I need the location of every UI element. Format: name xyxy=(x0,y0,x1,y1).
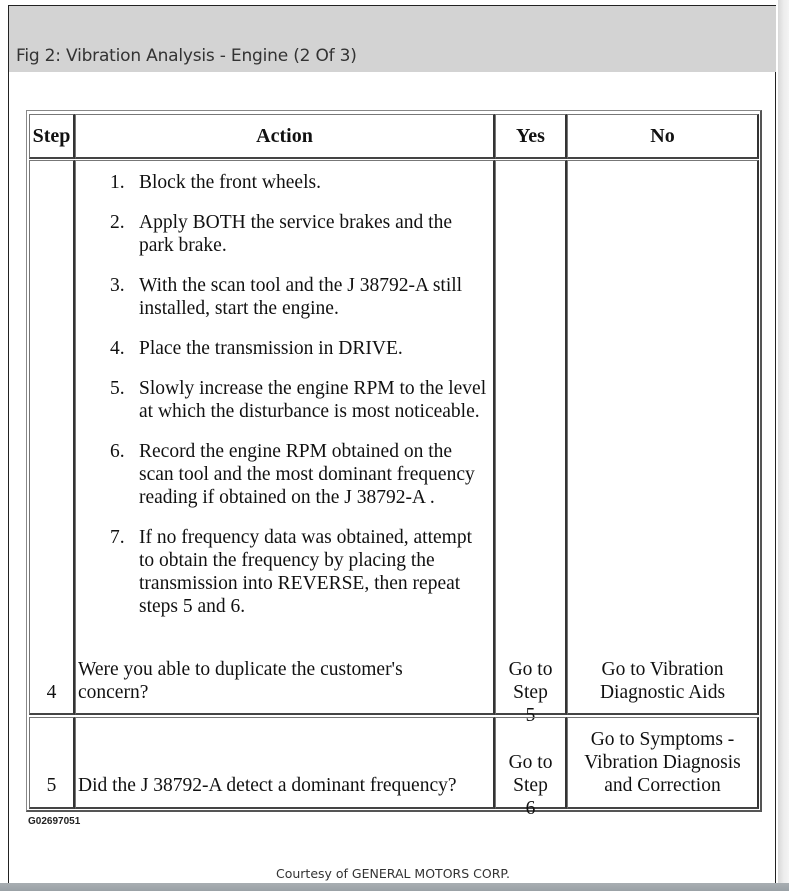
instruction-item xyxy=(110,377,487,423)
row-4-yes-cell xyxy=(495,160,567,726)
window-shadow xyxy=(778,0,789,891)
row-4-yes-link[interactable]: Go to Step 5 xyxy=(508,659,553,726)
instruction-item xyxy=(110,337,487,360)
row-5-question: Did the J 38792-A detect a dominant frequency? xyxy=(78,775,457,796)
courtesy-credit: Courtesy of GENERAL MOTORS CORP. xyxy=(276,866,510,881)
row-4-no-link[interactable]: Go to Vibration Diagnostic Aids xyxy=(599,659,726,703)
row-4-step-cell xyxy=(29,160,75,715)
row-4-no-cell xyxy=(567,160,759,715)
row-5-step-number: 5 xyxy=(46,775,57,796)
diagnostic-table xyxy=(26,110,762,819)
row-5-no-link[interactable]: Go to Symptoms - Vibration Diagnosis and Correction xyxy=(584,729,741,796)
header-no-label: No xyxy=(650,124,675,147)
row-5-no-cell xyxy=(567,717,759,809)
instruction-number: 1. xyxy=(110,172,125,193)
instruction-number: 6. xyxy=(110,441,125,462)
header-no xyxy=(567,114,759,159)
instruction-item xyxy=(110,171,487,194)
instruction-text: If no frequency data was obtained, attempt to obtain the frequency by placing the transmission into REVERSE, then repeat steps 5 and 6. xyxy=(139,527,472,617)
row-4-question: Were you able to duplicate the customer's concern? xyxy=(78,659,403,703)
row-5-yes-link[interactable]: Go to Step 6 xyxy=(508,752,553,819)
header-step-label: Step xyxy=(32,124,71,147)
row-4-step-number: 4 xyxy=(46,682,57,703)
instruction-number: 3. xyxy=(110,275,125,296)
row-5-step-cell xyxy=(29,717,75,809)
row-5-yes-cell xyxy=(495,717,567,819)
header-yes xyxy=(495,114,567,159)
header-step xyxy=(29,114,75,159)
bottom-bar xyxy=(0,883,789,891)
row-5-action-cell xyxy=(75,717,495,809)
instruction-item xyxy=(110,274,487,320)
header-action-label: Action xyxy=(256,124,313,147)
instruction-item xyxy=(110,211,487,257)
instruction-text: Record the engine RPM obtained on the scan tool and the most dominant frequency reading if obtained on the J 38792-A . xyxy=(139,441,475,508)
header-yes-label: Yes xyxy=(516,124,545,147)
instruction-item xyxy=(110,440,487,509)
instruction-text: Slowly increase the engine RPM to the level at which the disturbance is most noticeable. xyxy=(139,378,487,422)
instruction-text: Place the transmission in DRIVE. xyxy=(139,338,403,359)
instruction-number: 5. xyxy=(110,378,125,399)
instruction-number: 7. xyxy=(110,527,125,548)
instruction-text: With the scan tool and the J 38792-A still installed, start the engine. xyxy=(139,275,463,319)
instruction-item xyxy=(110,526,487,618)
instruction-number: 4. xyxy=(110,338,125,359)
header-action xyxy=(75,114,495,159)
row-4-action-cell xyxy=(75,160,495,715)
instruction-text: Block the front wheels. xyxy=(139,172,321,193)
figure-title: Fig 2: Vibration Analysis - Engine (2 Of 3) xyxy=(16,46,357,66)
instruction-number: 2. xyxy=(110,212,125,233)
instruction-text: Apply BOTH the service brakes and the park brake. xyxy=(139,212,452,256)
instruction-list xyxy=(110,171,487,635)
figure-id: G02697051 xyxy=(28,816,81,827)
